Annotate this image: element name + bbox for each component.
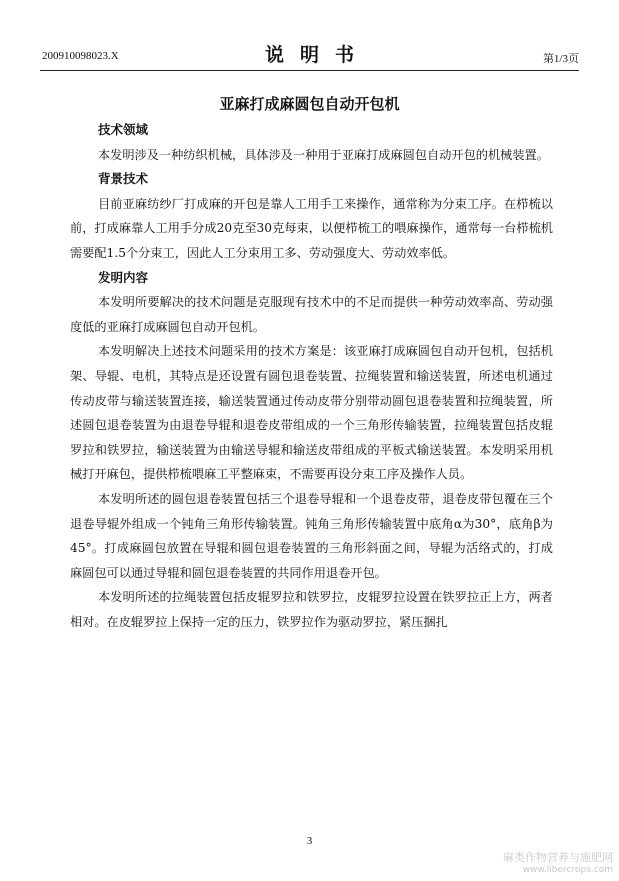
- section-heading-invention: 发明内容: [98, 269, 149, 285]
- header-rule: [40, 70, 579, 71]
- document-title: 亚麻打成麻圆包自动开包机: [219, 95, 400, 113]
- page-indicator: 第1/3页: [542, 53, 579, 65]
- paragraph: 本发明涉及一种纺织机械，具体涉及一种用于亚麻打成麻圆包自动开包的机械装置。: [98, 147, 549, 162]
- document-body: [70, 118, 553, 634]
- section-heading-background: 背景技术: [98, 171, 149, 187]
- watermark-site-name: 麻类作物营养与施肥网: [503, 851, 613, 864]
- site-watermark: [503, 849, 613, 875]
- section-heading-technical-field: 技术领域: [98, 122, 149, 137]
- paragraph: 本发明解决上述技术问题采用的技术方案是：该亚麻打成麻圆包自动开包机，包括机架、导辊、电机，其特点是还设置有圆包退卷装置、拉绳装置和输送装置，所述电机通过传动皮带与输送装置连接，输送装置通过传动皮带分别带动圆包退卷装置和拉绳装置，所述圆包退卷装置为由退卷导辊和退卷皮带组成的一个三角形传输装置，拉绳装置包括皮辊罗拉和铁罗拉，输送装置为由输送导辊和输送皮带组成的平板式输送装置。本发明采用机械打开麻包，提供栉梳喂麻工平整麻束，不需要再设分束工序及操作人员。: [70, 344, 553, 482]
- page-number: 3: [306, 835, 313, 847]
- paragraph: 本发明所述的拉绳装置包括皮辊罗拉和铁罗拉，皮辊罗拉设置在铁罗拉正上方，两者相对。在皮辊罗拉上保持一定的压力，铁罗拉作为驱动罗拉，紧压捆扎: [70, 590, 553, 629]
- paragraph: 目前亚麻纺纱厂打成麻的开包是靠人工用手工来操作，通常称为分束工序。在栉梳以前，打成麻靠人工用手分成20克至30克每束，以便栉梳工的喂麻操作，通常每一台栉梳机需要配1.5个分束工，因此人工分束用工多、劳动强度大、劳动效率低。: [70, 196, 553, 260]
- application-number: 200910098023.X: [42, 50, 119, 62]
- paragraph: 本发明所述的圆包退卷装置包括三个退卷导辊和一个退卷皮带，退卷皮带包覆在三个退卷导辊外组成一个钝角三角形传输装置。钝角三角形传输装置中底角α为30°，底角β为45°。打成麻圆包放置在导辊和圆包退卷装置的三角形斜面之间，导辊为活络式的，打成麻圆包可以通过导辊和圆包退卷装置的共同作用退卷开包。: [70, 491, 553, 580]
- document-type: 说明书: [264, 44, 370, 66]
- page-header: [0, 0, 619, 72]
- paragraph: 本发明所要解决的技术问题是克服现有技术中的不足而提供一种劳动效率高、劳动强度低的亚麻打成麻圆包自动开包机。: [70, 295, 553, 334]
- watermark-url: www.libercrops.com: [522, 865, 613, 875]
